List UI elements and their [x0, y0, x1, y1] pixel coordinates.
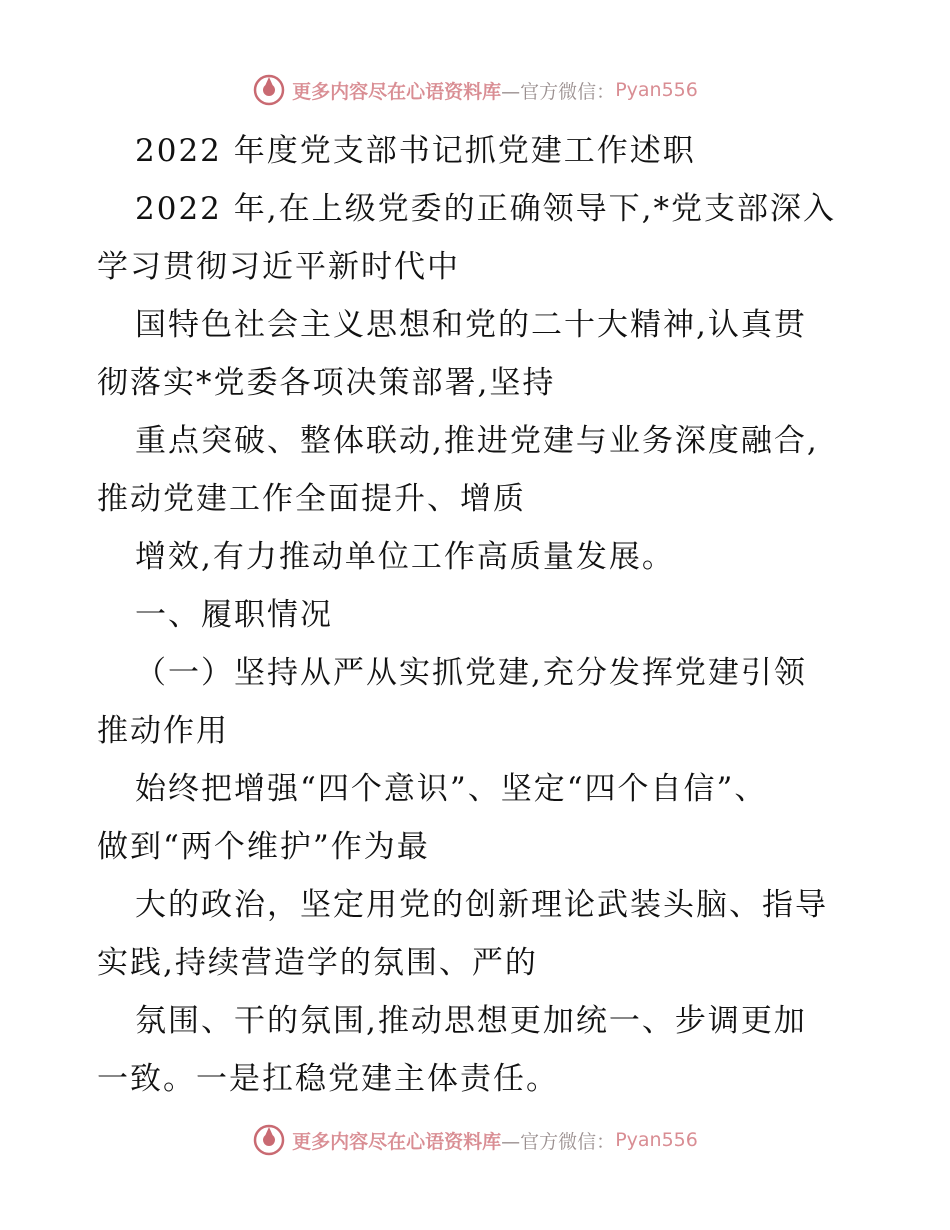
text-line: 2022 年,在上级党委的正确领导下,*党支部深入: [135, 191, 836, 227]
watermark-wechat-id: Pyan556: [615, 79, 698, 101]
document-title: 2022 年度党支部书记抓党建工作述职: [135, 133, 696, 169]
watermark-site-name: 更多内容尽在心语资料库: [292, 80, 502, 103]
watermark-site-name: 更多内容尽在心语资料库: [292, 1130, 502, 1153]
document-body: [97, 122, 857, 1108]
text-line: 学习贯彻习近平新时代中: [97, 249, 460, 285]
watermark-wechat-label: —官方微信：: [501, 80, 616, 103]
section-heading: 一、履职情况: [135, 597, 333, 633]
text-line: 做到“两个维护”作为最: [97, 829, 430, 865]
header-watermark: [0, 70, 950, 110]
text-line: 重点突破、整体联动,推进党建与业务深度融合,: [135, 423, 819, 459]
text-line: 推动作用: [97, 713, 229, 749]
pen-logo-icon: [252, 73, 286, 107]
text-line: 实践,持续营造学的氛围、严的: [97, 945, 538, 981]
text-line: 增效,有力推动单位工作高质量发展。: [135, 539, 675, 575]
text-line: 推动党建工作全面提升、增质: [97, 481, 526, 517]
text-line: 始终把增强“四个意识”、坚定“四个自信”、: [135, 771, 768, 807]
footer-watermark: [0, 1120, 950, 1160]
pen-logo-icon: [252, 1123, 286, 1157]
watermark-wechat-id: Pyan556: [615, 1129, 698, 1151]
subsection-heading: （一）坚持从严从实抓党建,充分发挥党建引领: [135, 655, 807, 691]
text-line: 国特色社会主义思想和党的二十大精神,认真贯: [135, 307, 807, 343]
text-line: 一致。一是扛稳党建主体责任。: [97, 1061, 559, 1097]
text-line: 大的政治，坚定用党的创新理论武装头脑、指导: [135, 887, 828, 923]
watermark-wechat-label: —官方微信：: [501, 1130, 616, 1153]
text-line: 彻落实*党委各项决策部署,坚持: [97, 365, 556, 401]
text-line: 氛围、干的氛围,推动思想更加统一、步调更加: [135, 1003, 807, 1039]
